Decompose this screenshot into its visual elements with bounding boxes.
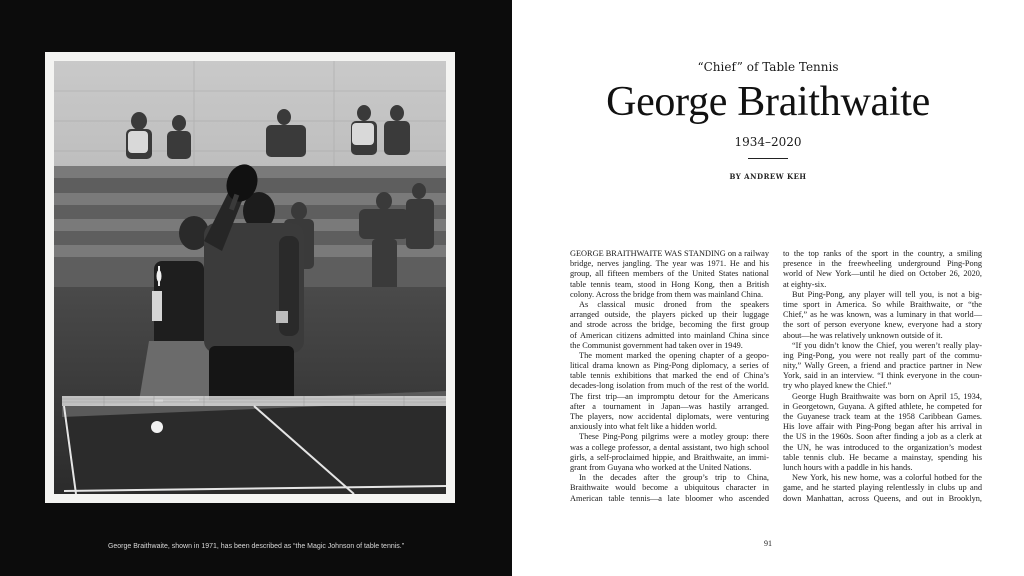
text-column-2 bbox=[783, 249, 982, 504]
body-text-line: anxiously into what felt like a hidden world. bbox=[570, 422, 718, 432]
body-text-line: litical drama known as Ping-Pong diplomacy, a series of bbox=[570, 361, 769, 371]
text-column-1 bbox=[570, 249, 769, 504]
body-text-line: American table tennis—a late bloomer who ascended bbox=[570, 493, 769, 503]
body-text-line: time sport in America. So while Braithwaite, or “the bbox=[783, 299, 982, 309]
body-text-line: arranged outside, the players picked up their luggage bbox=[570, 310, 769, 320]
body-text-line: in Georgetown, Guyana. A gifted athlete, he competed for bbox=[783, 401, 982, 411]
body-text-line: after a tournament in Japan—was hastily arranged. bbox=[570, 401, 769, 411]
body-text-line: But Ping-Pong, any player will tell you, is not a big- bbox=[792, 289, 982, 299]
body-text-line: about—he was relatively unknown outside of it. bbox=[783, 330, 943, 340]
body-text-line: ing Ping-Pong, you were not really part of the commu- bbox=[783, 350, 982, 360]
body-text-line: world of New York—until he died on October 26, 2020, bbox=[783, 269, 982, 279]
body-text-line: Braithwaite would become a ubiquitous character in bbox=[570, 483, 769, 493]
photo-caption: George Braithwaite, shown in 1971, has been described as “the Magic Johnson of table tennis.” bbox=[107, 543, 405, 550]
body-text-line: to the top ranks of the sport in the country, a smiling bbox=[783, 249, 982, 258]
body-text-line: “If you didn’t know the Chief, you weren’t really play- bbox=[792, 340, 982, 350]
article-title: George Braithwaite bbox=[606, 79, 930, 125]
body-text-line: The players, now accidental diplomats, were venturing bbox=[570, 412, 769, 421]
body-text-line: bridge, nerves jangling. The year was 1971. He and his bbox=[570, 259, 769, 269]
life-dates: 1934–2020 bbox=[734, 135, 802, 149]
body-text-line: colony. Across the bridge from them was mainland China. bbox=[570, 289, 764, 299]
table-tennis-photo bbox=[54, 61, 446, 494]
body-text-line: table tennis exhibitions that marked the end of China’s bbox=[570, 371, 769, 381]
body-text-line: decades-long isolation from much of the rest of the world. bbox=[570, 381, 769, 391]
body-text-line: nity,” Wally Green, a friend and practice partner in New bbox=[783, 361, 982, 371]
byline: BY ANDREW KEH bbox=[729, 172, 807, 181]
body-text-line: girls, a self-proclaimed hippie, and Braithwaite, an immi- bbox=[570, 452, 769, 462]
photo-frame bbox=[45, 52, 455, 503]
body-text-line: down Manhattan, across Queens, and out in Brooklyn, bbox=[783, 493, 982, 503]
body-text-line: of American citizens admitted into mainland China since bbox=[570, 330, 769, 340]
body-text-line: and strode across the bridge, becoming the first group bbox=[570, 320, 769, 330]
body-text-line: table tennis team, stood in Hong Kong, then a British bbox=[570, 279, 769, 289]
body-text-line: presence in the freewheeling underground Ping-Pong bbox=[783, 259, 982, 269]
article-kicker: “Chief” of Table Tennis bbox=[697, 60, 839, 74]
body-text-line: try who played knew the Chief.” bbox=[783, 381, 892, 391]
body-text-line: The moment marked the opening chapter of a geopo- bbox=[579, 350, 769, 360]
body-text-line: As classical music droned from the speakers bbox=[579, 299, 769, 309]
body-text-line: GEORGE BRAITHWAITE WAS STANDING on a railway bbox=[570, 249, 769, 258]
page-number: 91 bbox=[764, 539, 772, 548]
body-text-line: In the decades after the group’s trip to China, bbox=[579, 473, 769, 483]
body-text-line: at eighty-six. bbox=[783, 279, 827, 289]
body-text-line: the UN, he was introduced to the organization’s modest bbox=[783, 442, 982, 452]
body-text-line: lunch hours with a paddle in his hands. bbox=[783, 462, 913, 472]
body-text-line: The first trip—an impromptu detour for the Americans bbox=[570, 391, 769, 401]
body-text-line: His love affair with Ping-Pong began after his arrival in bbox=[783, 422, 982, 432]
body-text-line: the sort of person everyone knew, everyone had a story bbox=[783, 320, 982, 330]
body-text-line: George Hugh Braithwaite was born on April 15, 1934, bbox=[792, 391, 982, 401]
body-text-line: was a college professor, a dental assistant, two high school bbox=[570, 442, 769, 452]
body-text-line: group, all fifteen members of the United States national bbox=[570, 269, 769, 279]
body-text-line: game, and he started playing relentlessly in clubs up and bbox=[783, 483, 982, 493]
title-divider bbox=[748, 158, 788, 159]
body-text-line: These Ping-Pong pilgrims were a motley group: there bbox=[579, 432, 769, 442]
body-text-line: grant from Guyana who worked at the United Nations. bbox=[570, 462, 752, 472]
body-text-line: Chief,” as he was known, was a luminary in that world— bbox=[783, 310, 982, 320]
body-text-line: table tennis club. He became a mainstay, spending his bbox=[783, 452, 982, 462]
body-text-line: the US in the 1960s. Soon after finding a job as a clerk at bbox=[783, 432, 982, 442]
body-text-line: the Guyanese track team at the 1958 Caribbean Games. bbox=[783, 412, 982, 421]
body-text-line: York, said in an interview. “I think everyone in the coun- bbox=[783, 371, 982, 381]
right-page bbox=[512, 0, 1024, 576]
body-text-line: New York, his new home, was a colorful hotbed for the bbox=[792, 473, 982, 483]
body-text-line: the Communist government had taken over in 1949. bbox=[570, 340, 743, 350]
